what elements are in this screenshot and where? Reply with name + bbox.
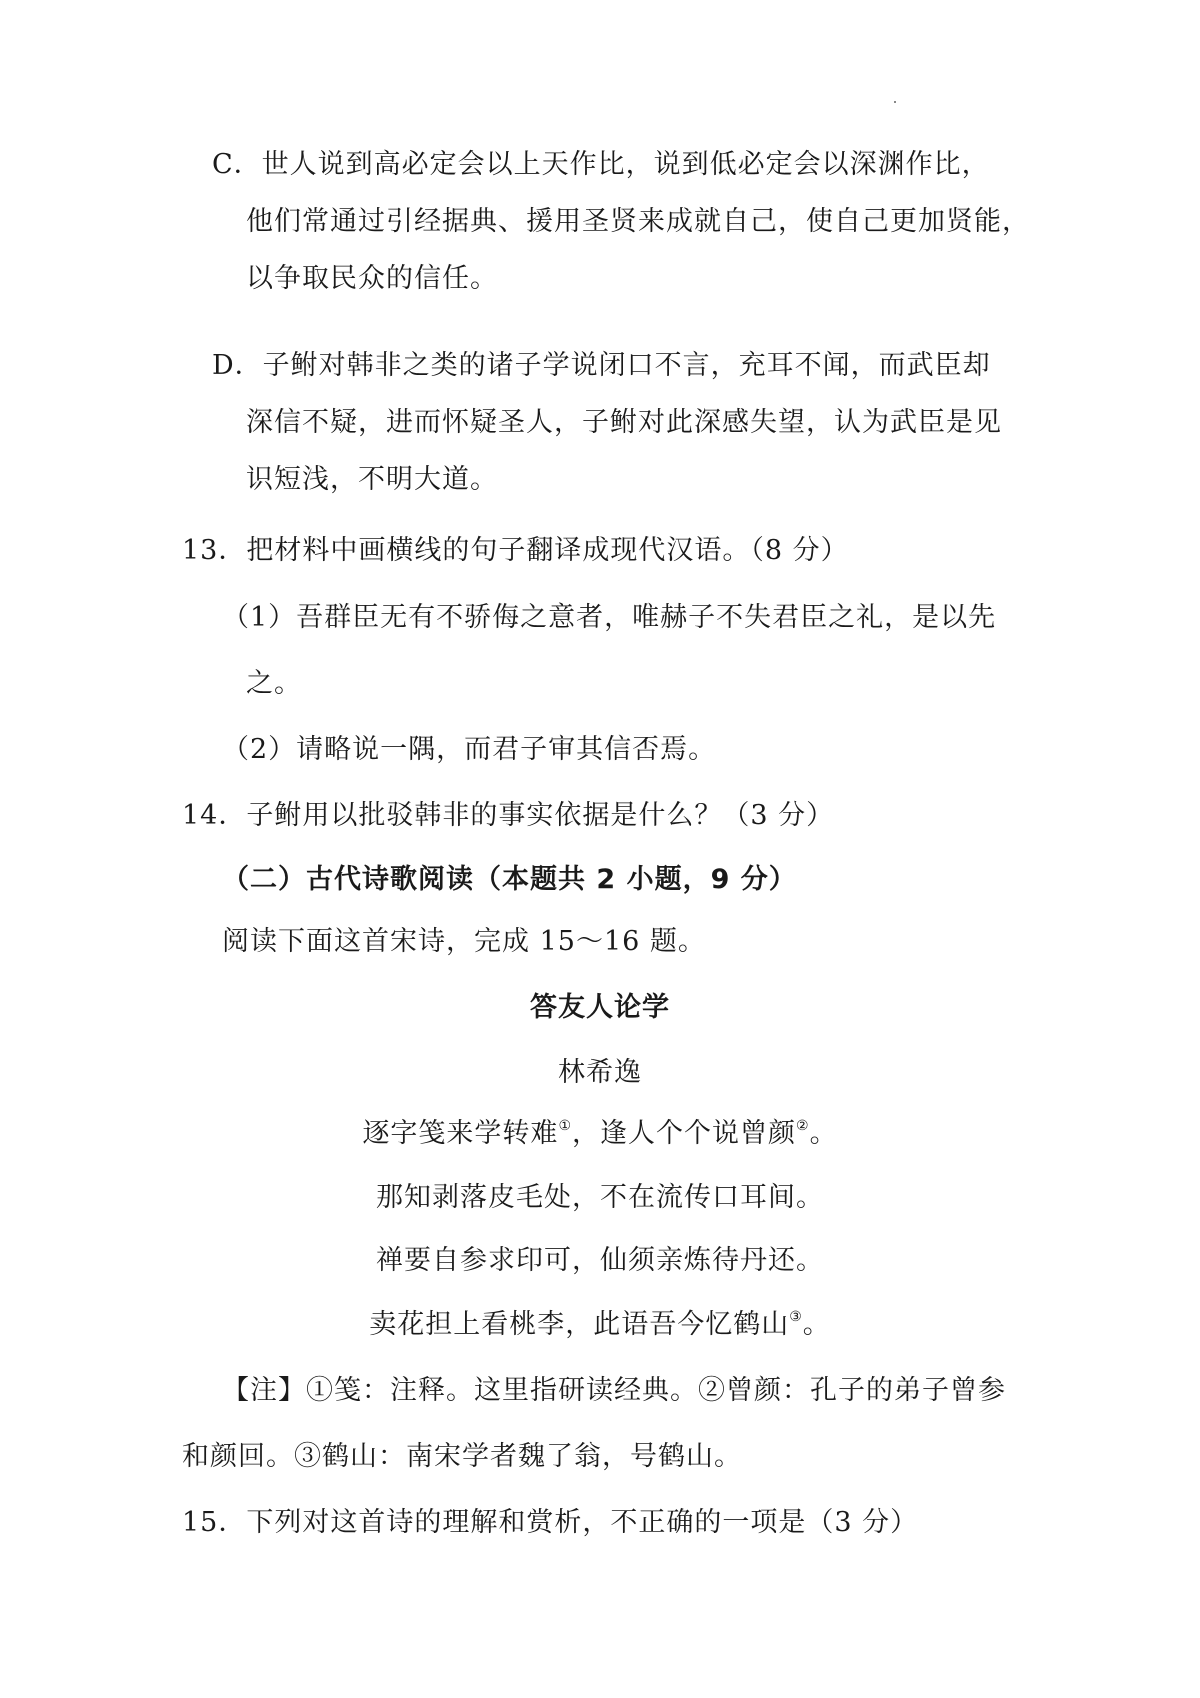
section-heading: （二）古代诗歌阅读（本题共 2 小题，9 分） — [222, 864, 797, 895]
notes-line-2: 和颜回。③鹤山：南宋学者魏了翁，号鹤山。 — [182, 1441, 742, 1472]
question-14-stem: 14．子鲋用以批驳韩非的事实依据是什么？（3 分） — [182, 800, 835, 831]
question-13-sentence-2: （2）请略说一隅，而君子审其信否焉。 — [222, 734, 717, 765]
scan-speck — [894, 101, 896, 103]
question-13-sentence-1-line-2: 之。 — [246, 668, 302, 699]
option-d-line-3: 识短浅，不明大道。 — [246, 464, 498, 495]
option-c-line-1: C．世人说到高必定会以上天作比，说到低必定会以深渊作比， — [212, 149, 990, 180]
question-15-stem: 15．下列对这首诗的理解和赏析，不正确的一项是（3 分） — [182, 1507, 919, 1538]
poem-line-1-part-a: 逐字笺来学转难 — [362, 1118, 559, 1149]
question-13-sentence-1-line-1: （1）吾群臣无有不骄侮之意者，唯赫子不失君臣之礼，是以先 — [222, 602, 997, 633]
option-d-line-1: D．子鲋对韩非之类的诸子学说闭口不言，充耳不闻，而武臣却 — [212, 350, 991, 381]
notes-line-1: 【注】①笺：注释。这里指研读经典。②曾颜：孔子的弟子曾参 — [222, 1375, 1006, 1406]
option-c-line-2: 他们常通过引经据典、援用圣贤来成就自己，使自己更加贤能， — [246, 206, 1030, 237]
section-instruction: 阅读下面这首宋诗，完成 15～16 题。 — [222, 926, 706, 957]
poem-title: 答友人论学 — [530, 992, 670, 1023]
question-13-stem: 13．把材料中画横线的句子翻译成现代汉语。（8 分） — [182, 535, 849, 566]
poem-line-4 — [0, 1305, 1200, 1345]
option-d-line-2: 深信不疑，进而怀疑圣人，子鲋对此深感失望，认为武臣是见 — [246, 407, 1002, 438]
poem-line-1-part-b: ，逢人个个说曾颜 — [572, 1118, 796, 1149]
poem-line-1-part-c: 。 — [809, 1118, 838, 1149]
poem-line-3: 禅要自参求印可，仙须亲炼待丹还。 — [376, 1245, 824, 1276]
option-c-line-3: 以争取民众的信任。 — [246, 263, 498, 294]
poem-line-4-part-a: 卖花担上看桃李，此语吾今忆鹤山 — [369, 1309, 790, 1340]
poem-line-4-part-c: 。 — [802, 1309, 831, 1340]
poem-line-1 — [0, 1114, 1200, 1154]
poem-line-2: 那知剥落皮毛处，不在流传口耳间。 — [376, 1182, 824, 1213]
footnote-mark-1: ① — [558, 1118, 572, 1134]
poem-author: 林希逸 — [558, 1057, 642, 1088]
footnote-mark-3: ③ — [789, 1309, 803, 1325]
footnote-mark-2: ② — [796, 1118, 810, 1134]
